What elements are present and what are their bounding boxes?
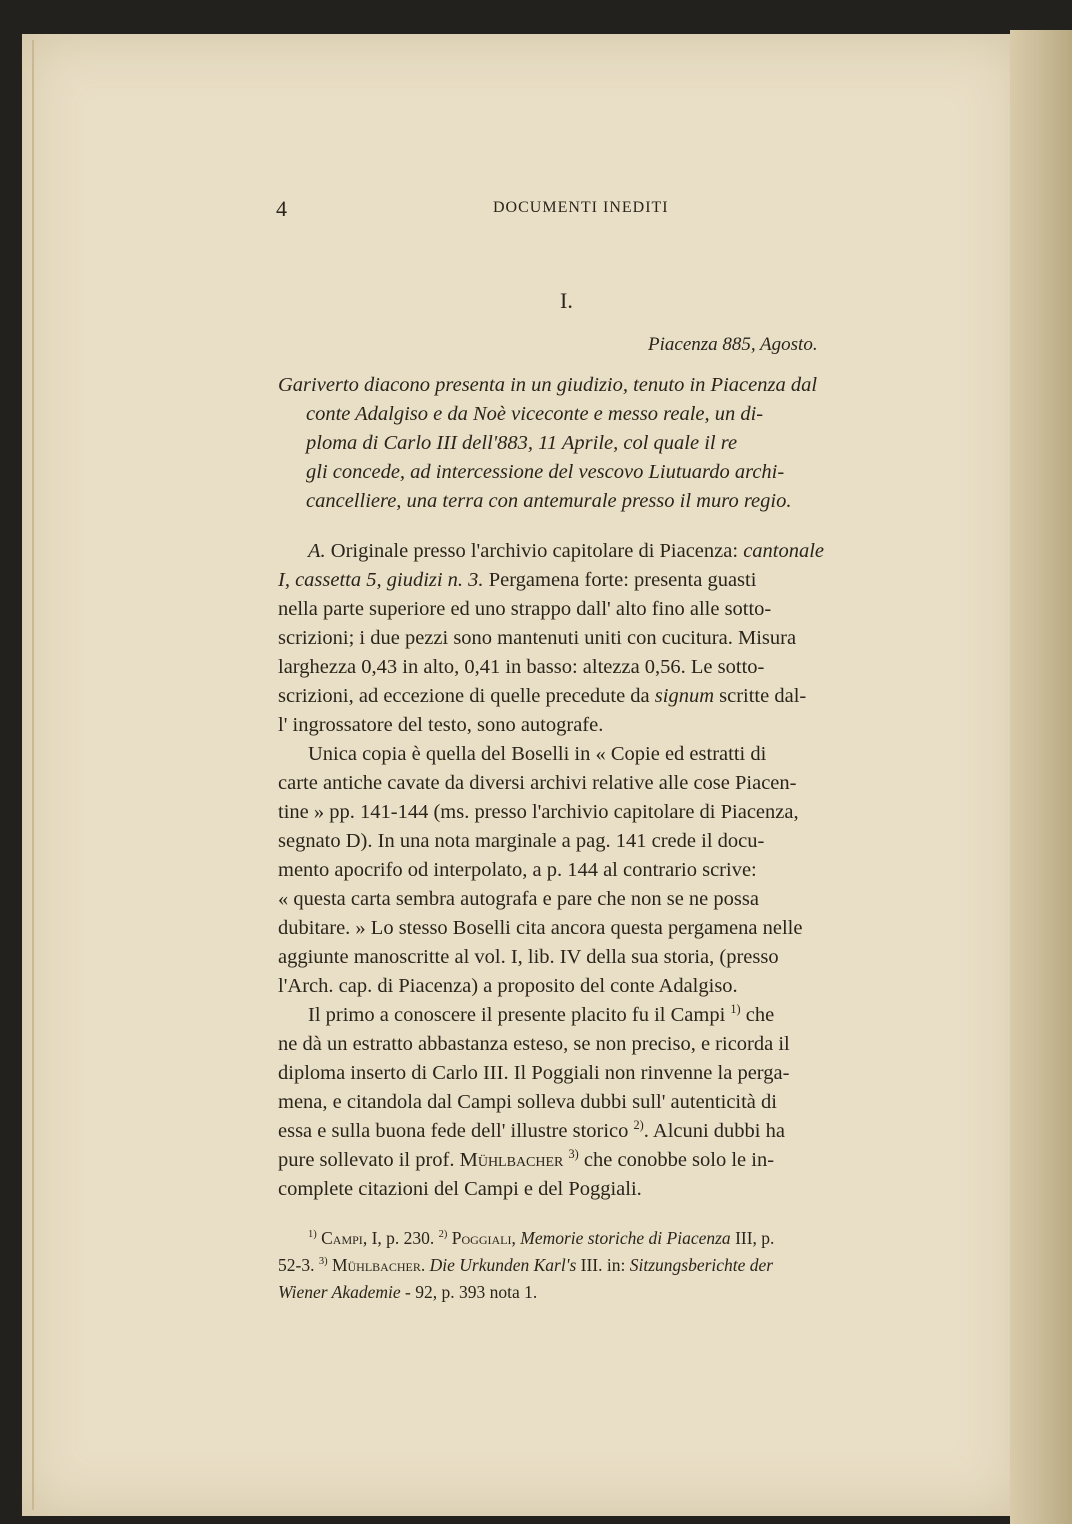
text: Pergamena forte: presenta guasti [483, 569, 757, 591]
body-line: l'Arch. cap. di Piacenza) a proposito del conte Adalgiso. [278, 975, 738, 997]
text: scritte dal- [714, 685, 807, 707]
text: - 92, p. 393 nota 1. [400, 1282, 538, 1302]
running-title: DOCUMENTI INEDITI [493, 199, 669, 216]
body-line [308, 1002, 774, 1028]
body-line [278, 1147, 774, 1173]
body-line: larghezza 0,43 in alto, 0,41 in basso: altezza 0,56. Le sotto- [278, 656, 765, 678]
body-line [308, 538, 824, 564]
work-title: Sitzungsberichte der [629, 1255, 774, 1275]
author-name: Mühlbacher [459, 1149, 564, 1171]
summary-line: conte Adalgiso e da Noè viceconte e messo reale, un di- [306, 403, 764, 425]
body-line: scrizioni; i due pezzi sono mantenuti uniti con cucitura. Misura [278, 627, 797, 649]
body-line: ne dà un estratto abbastanza esteso, se non preciso, e ricorda il [278, 1033, 790, 1055]
body-line: segnato D). In una nota marginale a pag. 141 crede il docu- [278, 830, 765, 852]
text-italic: I, cassetta 5, giudizi n. 3. [278, 569, 484, 591]
body-line: complete citazioni del Campi e del Poggiali. [278, 1178, 642, 1200]
author-name: Campi [321, 1228, 363, 1248]
body-line: l' ingrossatore del testo, sono autografe. [278, 714, 604, 736]
body-line: nella parte superiore ed uno strappo dall' alto fino alle sotto- [278, 598, 772, 620]
work-title: Wiener Akademie [278, 1282, 401, 1302]
body-line: Unica copia è quella del Boselli in « Copie ed estratti di [308, 743, 767, 765]
text: . Alcuni dubbi ha [643, 1120, 785, 1142]
text-italic: signum [654, 685, 715, 707]
footnote-marker: 2) [438, 1229, 448, 1241]
summary-line: gli concede, ad intercessione del vescovo Liutuardo archi- [306, 461, 785, 483]
footnote-line [278, 1280, 537, 1304]
section-number: I. [560, 288, 573, 313]
text: , I, p. 230. [362, 1228, 439, 1248]
body-line: « questa carta sembra autografa e pare che non se ne possa [278, 888, 759, 910]
footnote-line [278, 1253, 773, 1277]
work-title: Memorie storiche di Piacenza [520, 1228, 731, 1248]
text: Il primo a conoscere il presente placito fu il Campi [308, 1004, 731, 1026]
body-line [278, 1118, 785, 1144]
footnote-marker: 1) [308, 1229, 317, 1241]
text: pure sollevato il prof. [278, 1149, 460, 1171]
footnote-ref: 2) [633, 1118, 644, 1133]
summary-line: Gariverto diacono presenta in un giudizio, tenuto in Piacenza dal [278, 374, 818, 396]
text: III. in: [576, 1255, 630, 1275]
body-line: dubitare. » Lo stesso Boselli cita ancora questa pergamena nelle [278, 917, 803, 939]
body-line [278, 683, 806, 709]
author-name: Mühlbacher [331, 1255, 421, 1275]
text: III, p. [730, 1228, 775, 1248]
summary-line: ploma di Carlo III dell'883, 11 Aprile, col quale il re [306, 432, 738, 454]
text: scrizioni, ad eccezione di quelle precedute da [278, 685, 655, 707]
text: che conobbe solo le in- [578, 1149, 775, 1171]
footnote-marker: 3) [318, 1256, 328, 1268]
footnote-line [308, 1226, 774, 1250]
summary-line: cancelliere, una terra con antemurale presso il muro regio. [306, 490, 792, 512]
body-line: tine » pp. 141-144 (ms. presso l'archivio capitolare di Piacenza, [278, 801, 799, 823]
body-line: diploma inserto di Carlo III. Il Poggiali non rinvenne la perga- [278, 1062, 790, 1084]
author-name: Poggiali [451, 1228, 512, 1248]
place-date: Piacenza 885, Agosto. [648, 334, 818, 355]
page-number: 4 [276, 196, 287, 221]
text-italic: cantonale [743, 540, 825, 562]
siglum: A. [308, 540, 326, 562]
work-title: Die Urkunden Karl's [429, 1255, 577, 1275]
footnote-ref: 1) [730, 1002, 741, 1017]
body-line: carte antiche cavate da diversi archivi relative alle cose Piacen- [278, 772, 797, 794]
body-line: aggiunte manoscritte al vol. I, lib. IV della sua storia, (presso [278, 946, 779, 968]
footnote-ref: 3) [568, 1147, 579, 1162]
body-line [278, 567, 756, 593]
text: Originale presso l'archivio capitolare di Piacenza: [325, 540, 744, 562]
text: che [740, 1004, 775, 1026]
text: , [511, 1228, 521, 1248]
text: 52-3. [278, 1255, 319, 1275]
page-edge [1010, 30, 1072, 1524]
text: essa e sulla buona fede dell' illustre storico [278, 1120, 634, 1142]
binding-shadow [32, 40, 34, 1510]
body-line: mento apocrifo od interpolato, a p. 144 al contrario scrive: [278, 859, 757, 881]
body-line: mena, e citandola dal Campi solleva dubbi sull' autenticità di [278, 1091, 777, 1113]
text: . [420, 1255, 430, 1275]
